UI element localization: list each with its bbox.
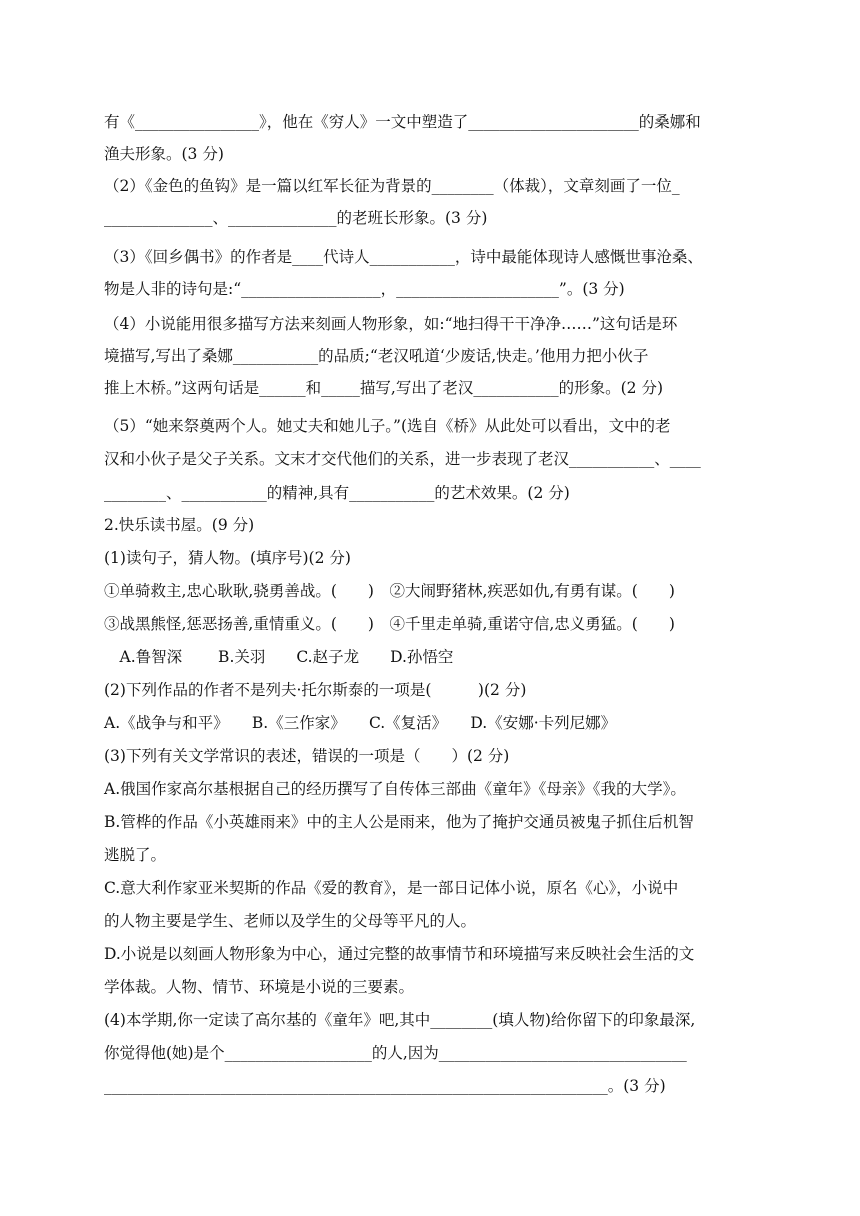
question-line: 你觉得他(她)是个___________________的人,因为________________________________ bbox=[104, 1044, 687, 1062]
section-heading: 2.快乐读书屋。(9 分) bbox=[104, 516, 255, 534]
option-line: D.小说是以刻画人物形象为中心，通过完整的故事情节和环境描写来反映社会生活的文 bbox=[104, 945, 695, 963]
text-line: 汉和小伙子是父子关系。文末才交代他们的关系，进一步表现了老汉___________、____ bbox=[104, 450, 701, 468]
option-line: C.意大利作家亚米契斯的作品《爱的教育》，是一部日记体小说，原名《心》，小说中 bbox=[104, 879, 679, 897]
text-line: ______________、______________的老班长形象。(3 分) bbox=[104, 209, 488, 227]
question-line: ③战黑熊怪,惩恶扬善,重情重义。( ) ④千里走单骑,重诺守信,忠义勇猛。( ) bbox=[104, 615, 675, 633]
text-line: 境描写,写出了桑娜___________的品质;“老汉吼道‘少废话,快走。’他用力把小伙子 bbox=[104, 347, 649, 365]
option-line: B.管桦的作品《小英雄雨来》中的主人公是雨来，他为了掩护交通员被鬼子抓住后机智 bbox=[104, 813, 694, 831]
question-line: (1)读句子，猜人物。(填序号)(2 分) bbox=[104, 549, 351, 567]
text-line: （3）《回乡偶书》的作者是____代诗人___________，诗中最能体现诗人感慨世事沧桑、 bbox=[104, 248, 703, 266]
option-line: 的人物主要是学生、老师以及学生的父母等平凡的人。 bbox=[104, 912, 477, 930]
text-line: 物是人非的诗句是:“__________________，_____________________”。(3 分) bbox=[104, 280, 625, 298]
text-line: ________、___________的精神,具有___________的艺术效果。(2 分) bbox=[104, 484, 570, 502]
question-line: _________________________________________________________________。(3 分) bbox=[104, 1077, 666, 1095]
options-line: A.《战争与和平》 B.《三作家》 C.《复活》 D.《安娜·卡列尼娜》 bbox=[104, 714, 617, 732]
text-line: （5）“她来祭奠两个人。她丈夫和她儿子。”(选自《桥》从此处可以看出，文中的老 bbox=[104, 417, 671, 435]
option-line: 逃脱了。 bbox=[104, 846, 167, 864]
text-line: 推上木桥。”这两句话是______和_____描写,写出了老汉___________的形象。(2 分) bbox=[104, 379, 663, 397]
option-line: A.俄国作家高尔基根据自己的经历撰写了自传体三部曲《童年》《母亲》《我的大学》。 bbox=[104, 780, 686, 798]
question-line: (2)下列作品的作者不是列夫·托尔斯泰的一项是( )(2 分) bbox=[104, 681, 527, 699]
option-line: 学体裁。人物、情节、环境是小说的三要素。 bbox=[104, 978, 415, 996]
question-line: ①单骑救主,忠心耿耿,骁勇善战。( ) ②大闹野猪林,疾恶如仇,有勇有谋。( ) bbox=[104, 582, 675, 600]
question-line: (3)下列有关文学常识的表述，错误的一项是（ ）(2 分) bbox=[104, 747, 510, 765]
options-line: A.鲁智深 B.关羽 C.赵子龙 D.孙悟空 bbox=[104, 648, 454, 666]
question-line: (4)本学期,你一定读了高尔基的《童年》吧,其中________(填人物)给你留下的印象最深, bbox=[104, 1011, 696, 1029]
text-line: （4）小说能用很多描写方法来刻画人物形象，如:“地扫得干干净净……”这句话是环 bbox=[104, 315, 678, 333]
text-line: （2）《金色的鱼钩》是一篇以红军长征为背景的________（体裁），文章刻画了一位_ bbox=[104, 177, 680, 195]
text-line: 渔夫形象。(3 分) bbox=[104, 145, 224, 163]
text-line: 有《________________》，他在《穷人》一文中塑造了______________________的桑娜和 bbox=[104, 113, 701, 131]
